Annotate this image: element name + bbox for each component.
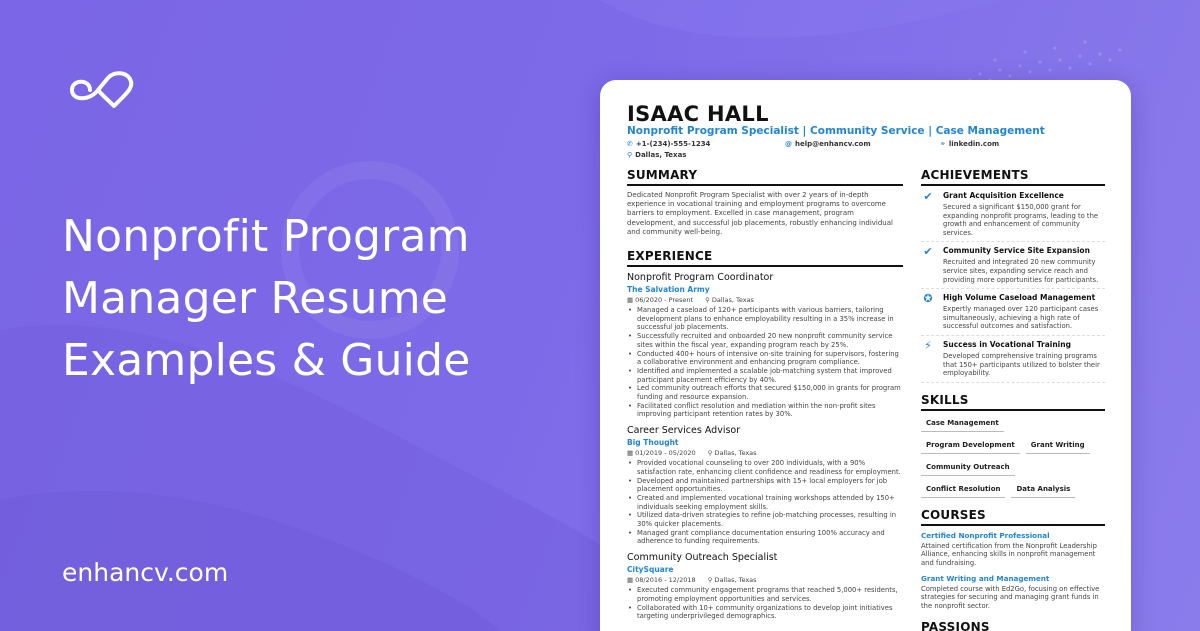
job-bullets	[627, 459, 903, 546]
phone-text: +1-(234)-555-1234	[635, 140, 711, 148]
checkmark-icon: ✔	[923, 245, 933, 259]
contact-location	[627, 151, 686, 159]
skill-tag: Community Outreach	[921, 460, 1015, 476]
job-title: Community Outreach Specialist	[627, 552, 778, 564]
course-desc: Completed course with Ed2Go, focusing on effective strategies for securing and managing grant funds in the nonprofit sector.	[921, 584, 1100, 610]
achievement-title: Grant Acquisition Excellence	[943, 191, 1064, 200]
resume-subtitle: Nonprofit Program Specialist | Community Service | Case Management	[627, 125, 1045, 137]
job-company: CitySquare	[627, 565, 674, 575]
resume-preview-card[interactable]	[600, 80, 1131, 631]
checkmark-icon: ✔	[923, 190, 933, 203]
achievement-desc: Secured a significant $150,000 grant for expanding nonprofit programs, leading to the growth and enhancement of community services.	[943, 203, 1099, 237]
linkedin-text: linkedin.com	[948, 140, 1000, 148]
skill-tag: Data Analysis	[1011, 482, 1075, 498]
hero-title-line: Manager Resume	[62, 273, 449, 324]
bullet-item: • Facilitated conflict resolution and mediation within the non-profit sites improving participant retention rates by 30%.	[627, 402, 903, 419]
resume-name: ISAAC HALL	[627, 102, 769, 126]
contact-linkedin	[940, 140, 999, 148]
course-desc: Attained certification from the Nonprofit Leadership Alliance, enhancing skills in nonprofit management and fundraising.	[921, 541, 1097, 567]
experience-heading: EXPERIENCE	[627, 249, 903, 267]
courses-heading: COURSES	[921, 508, 1105, 526]
phone-icon: ✆	[627, 140, 633, 148]
achievement-item	[921, 246, 1105, 289]
link-icon: ⚭	[940, 140, 946, 148]
job-company: The Salvation Army	[627, 285, 710, 295]
hero-title-line: Nonprofit Program	[62, 211, 470, 262]
job-dates: 06/2020 - Present	[635, 296, 694, 305]
achievement-title: High Volume Caseload Management	[943, 293, 1096, 303]
job-meta	[627, 296, 903, 304]
bullet-item: • Created and implemented vocational training workshops attended by 150+ individuals seeking employment skills.	[627, 494, 903, 511]
job-bullets	[627, 306, 903, 419]
skills-heading: SKILLS	[921, 393, 1105, 411]
bullet-item: • Utilized data-driven strategies to refine job-matching processes, resulting in 30% quicker placements.	[627, 511, 903, 528]
email-text: help@enhancv.com	[795, 140, 871, 148]
achievements-heading: ACHIEVEMENTS	[921, 168, 1105, 186]
job-title: Nonprofit Program Coordinator	[627, 272, 774, 284]
location-pin-icon: ⚲	[707, 449, 713, 458]
resume-right-column	[921, 168, 1105, 631]
skill-tag: Conflict Resolution	[921, 482, 1005, 498]
job-location: Dallas, Texas	[714, 576, 757, 585]
bullet-item: • Conducted 400+ hours of intensive on-site training for supervisors, fostering a collaborative environment and enhancing program compliance.	[627, 350, 903, 367]
job-location: Dallas, Texas	[711, 296, 754, 305]
location-pin-icon: ⚲	[705, 296, 710, 305]
location-pin-icon: ⚲	[627, 151, 633, 159]
award-ribbon-icon: ✪	[923, 292, 933, 306]
achievement-title: Community Service Site Expansion	[943, 246, 1090, 256]
contact-email	[785, 140, 871, 148]
skill-tag: Grant Writing	[1026, 438, 1090, 454]
job-meta	[627, 576, 903, 584]
hero-title-line: Examples & Guide	[62, 335, 471, 386]
job-entry	[627, 272, 903, 419]
achievement-desc: Expertly managed over 120 participant cases simultaneously, achieving a high rate of successful outcomes and satisfaction.	[943, 305, 1099, 331]
job-entry	[627, 552, 903, 621]
location-pin-icon: ⚲	[707, 576, 713, 585]
calendar-icon: ▦	[627, 449, 634, 458]
job-bullets	[627, 586, 903, 621]
bullet-item: • Provided vocational counseling to over 200 individuals, with a 90% satisfaction rate, enhancing client confidence and readiness for employment.	[627, 459, 903, 476]
achievement-title: Success in Vocational Training	[943, 339, 1071, 349]
hero-title	[62, 206, 582, 392]
summary-heading: SUMMARY	[627, 168, 903, 186]
bullet-item: • Developed and maintained partnerships with 15+ local employers for job placement opportunities.	[627, 477, 903, 494]
summary-text: Dedicated Nonprofit Program Specialist with over 2 years of in-depth experience in vocational training and employment programs to overcome barriers to employment. Excelled in case management, program development, and successful job placements, robustly enhancing individual and community well-being.	[627, 191, 893, 236]
calendar-icon: ▦	[627, 576, 634, 585]
lightning-bolt-icon: ⚡	[924, 338, 932, 352]
job-dates: 08/2016 - 12/2018	[635, 576, 696, 585]
passions-heading: PASSIONS	[921, 620, 1105, 631]
job-title: Career Services Advisor	[627, 425, 741, 437]
bullet-item: • Collaborated with 10+ community organizations to develop joint initiatives targeting underprivileged demographics.	[627, 604, 903, 621]
course-item	[921, 531, 1105, 568]
resume-left-column	[627, 168, 903, 627]
achievement-item	[921, 293, 1105, 336]
bullet-item: • Led community outreach efforts that secured $150,000 in grants for program funding and resource expansion.	[627, 384, 903, 401]
bullet-item: • Managed a caseload of 120+ participants with various barriers, tailoring development plans to enhance employability resulting in a 35% increase in successful job placements.	[627, 306, 903, 332]
job-location: Dallas, Texas	[714, 449, 757, 458]
calendar-icon: ▦	[627, 296, 634, 305]
skill-tag: Program Development	[921, 438, 1020, 454]
bullet-item: • Managed grant compliance documentation ensuring 100% accuracy and adherence to funding requirements.	[627, 529, 903, 546]
location-text: Dallas, Texas	[635, 151, 687, 159]
skills-list	[921, 416, 1105, 498]
achievement-item	[921, 340, 1105, 383]
achievement-item	[921, 191, 1105, 242]
job-dates: 01/2019 - 05/2020	[635, 449, 696, 458]
site-link[interactable]: enhancv.com	[62, 558, 229, 587]
bullet-item: • Successfully recruited and onboarded 20 new nonprofit community service sites within the fiscal year, expanding program reach by 25%.	[627, 332, 903, 349]
bullet-item: • Executed community engagement programs that reached 5,000+ residents, promoting employment opportunities and services.	[627, 586, 903, 603]
at-icon: @	[785, 140, 792, 148]
bullet-item: • Identified and implemented a scalable job-matching system that improved participant placement efficiency by 40%.	[627, 367, 903, 384]
course-title: Grant Writing and Management	[921, 573, 1050, 583]
achievement-desc: Recruited and integrated 20 new community service sites, expanding service reach and providing more opportunities for participants.	[943, 258, 1099, 284]
job-company: Big Thought	[627, 438, 679, 448]
contact-phone	[627, 140, 710, 148]
course-item	[921, 574, 1105, 611]
job-meta	[627, 449, 903, 457]
enhancv-logo-icon[interactable]	[68, 70, 146, 110]
job-entry	[627, 425, 903, 546]
achievement-desc: Developed comprehensive training programs that 150+ participants utilized to bolster their employability.	[943, 351, 1100, 378]
skill-tag: Case Management	[921, 416, 1004, 432]
course-title: Certified Nonprofit Professional	[921, 530, 1050, 540]
